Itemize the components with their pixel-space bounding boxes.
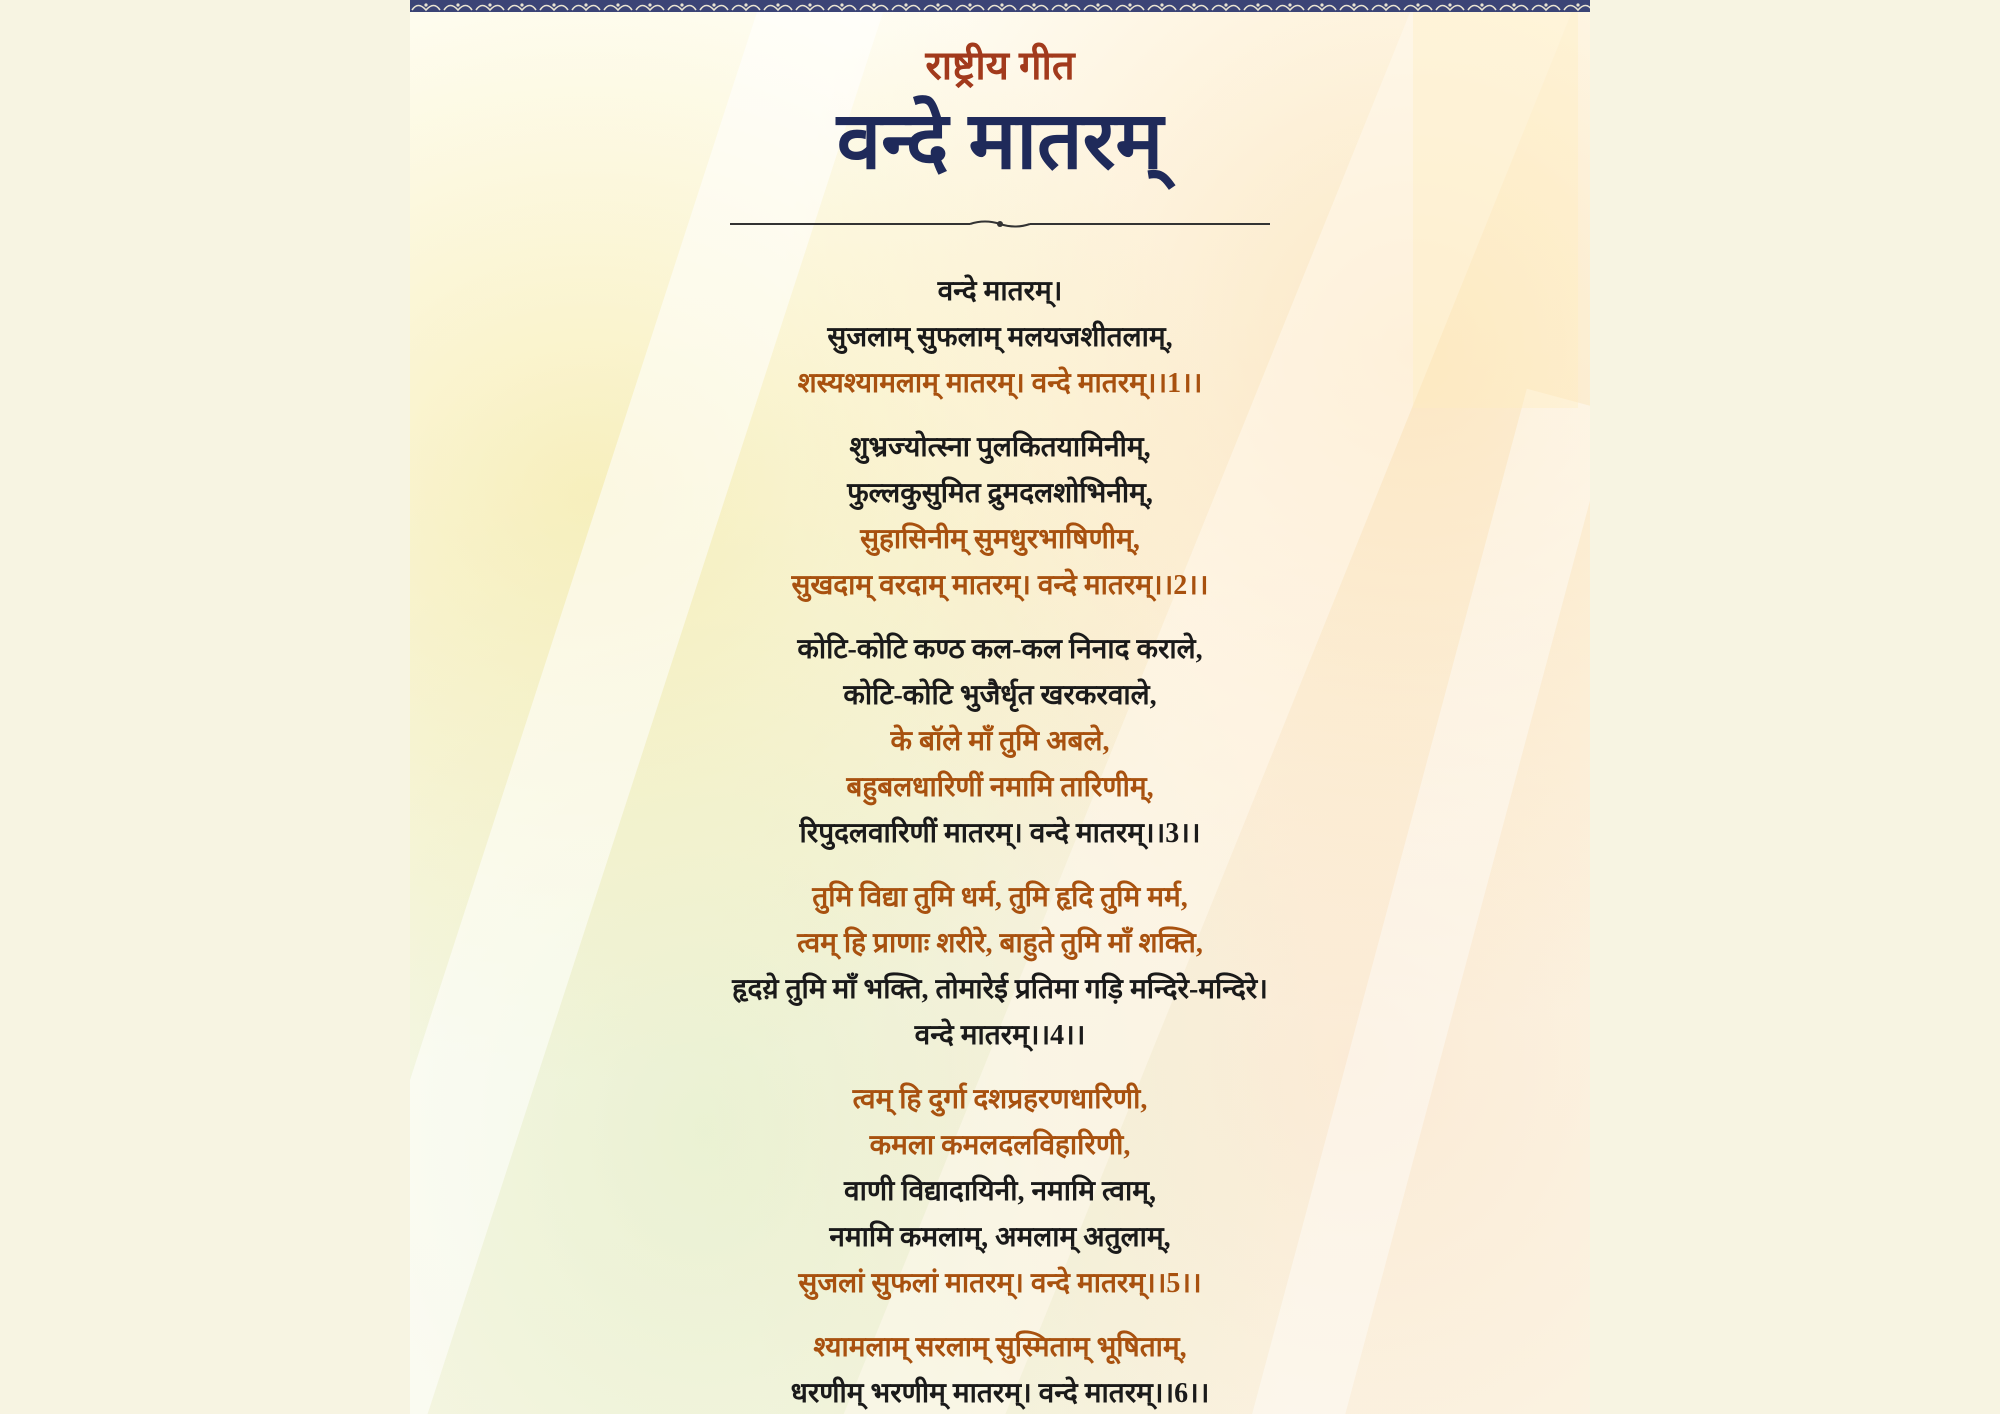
poem-line: शस्यश्यामलाम् मातरम्। वन्दे मातरम्।।1।। bbox=[797, 368, 1203, 399]
poem-line: शुभ्रज्योत्स्ना पुलकितयामिनीम्, bbox=[849, 432, 1151, 463]
poem-line: श्यामलाम् सरलाम् सुस्मिताम् भूषिताम्, bbox=[813, 1332, 1187, 1363]
poem-line: सुजलां सुफलां मातरम्। वन्दे मातरम्।।5।। bbox=[798, 1268, 1202, 1299]
poem-line: रिपुदलवारिणीं मातरम्। वन्दे मातरम्।।3।। bbox=[799, 818, 1201, 849]
poster bbox=[410, 0, 1590, 1414]
poem-line: त्वम् हि दुर्गा दशप्रहरणधारिणी, bbox=[852, 1084, 1148, 1115]
poem-line: कोटि-कोटि कण्ठ कल-कल निनाद कराले, bbox=[797, 634, 1203, 665]
ornamental-divider-icon bbox=[730, 220, 1270, 228]
poem-line: हृदय़े तुमि माँ भक्ति, तोमारेई प्रतिमा गड़ि मन्दिरे-मन्दिरे। bbox=[732, 974, 1268, 1005]
poster-title: वन्दे मातरम् bbox=[836, 98, 1164, 186]
poem-line: धरणीम् भरणीम् मातरम्। वन्दे मातरम्।।6।। bbox=[790, 1378, 1210, 1409]
poem-line: के बॉले माँ तुमि अबले, bbox=[890, 726, 1110, 757]
poem-line: फुल्लकुसुमित द्रुमदलशोभिनीम्, bbox=[847, 478, 1153, 509]
poem-line: सुखदाम् वरदाम् मातरम्। वन्दे मातरम्।।2।। bbox=[791, 570, 1209, 601]
border-pattern-icon bbox=[410, 0, 1590, 12]
poster-subtitle: राष्ट्रीय गीत bbox=[925, 43, 1075, 88]
poem-line: कोटि-कोटि भुजैर्धृत खरकरवाले, bbox=[843, 680, 1157, 711]
poem-line: वन्दे मातरम्। bbox=[937, 276, 1063, 307]
poem-line: कमला कमलदलविहारिणी, bbox=[869, 1130, 1131, 1161]
poem-line: वाणी विद्यादायिनी, नमामि त्वाम्, bbox=[844, 1176, 1156, 1207]
decorative-top-border bbox=[410, 0, 1590, 12]
poem-line: सुहासिनीम् सुमधुरभाषिणीम्, bbox=[860, 524, 1140, 555]
poem-line: नमामि कमलाम्, अमलाम् अतुलाम्, bbox=[829, 1222, 1171, 1253]
poem-line: तुमि विद्या तुमि धर्म, तुमि हृदि तुमि मर्म, bbox=[812, 882, 1188, 913]
poem-line: सुजलाम् सुफलाम् मलयजशीतलाम्, bbox=[827, 322, 1173, 353]
poem-line: बहुबलधारिणीं नमामि तारिणीम्, bbox=[846, 772, 1154, 803]
poem-line: वन्दे मातरम्।।4।। bbox=[914, 1020, 1086, 1051]
poem-line: त्वम् हि प्राणाः शरीरे, बाहुते तुमि माँ शक्ति, bbox=[797, 928, 1203, 959]
